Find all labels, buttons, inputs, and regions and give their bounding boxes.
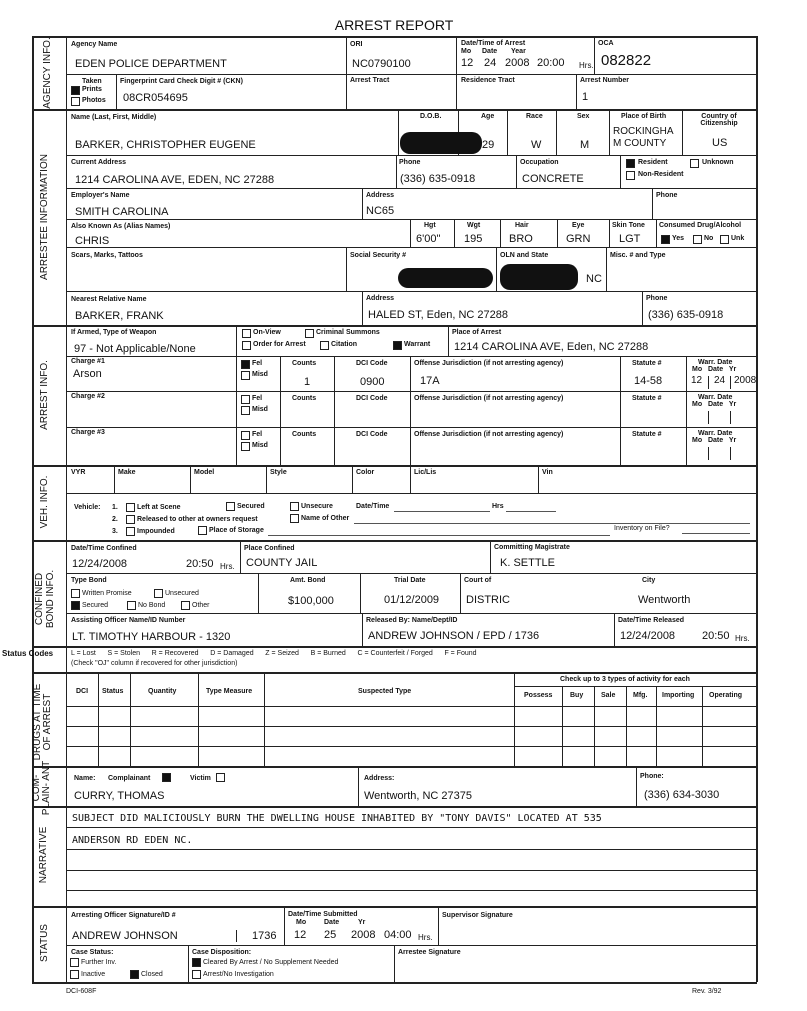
complainant-label: Complainant	[108, 775, 151, 782]
drug-col-quantity: Quantity	[148, 688, 177, 695]
form-title: ARREST REPORT	[334, 17, 454, 33]
arresting-officer: ANDREW JOHNSON	[72, 930, 178, 942]
charge-1-fel-checkbox[interactable]	[241, 360, 250, 369]
closed-checkbox[interactable]	[130, 970, 139, 979]
oca-label: OCA	[598, 40, 614, 47]
arrest-number-label: Arrest Number	[580, 77, 630, 84]
charge-1-mdy-label: Mo Date Yr	[692, 366, 737, 373]
oln-redaction	[500, 264, 578, 290]
charge-1-misd-checkbox[interactable]	[241, 371, 250, 380]
sex-value: M	[580, 139, 590, 151]
model-label: Model	[194, 469, 215, 476]
ckn-label: Fingerprint Card Check Digit # (CKN)	[120, 78, 243, 85]
section-arrest: ARREST INFO.	[39, 360, 50, 430]
drug-col-possess: Possess	[524, 692, 553, 699]
lic-label: Lic/Lis	[414, 469, 437, 476]
place-of-arrest-label: Place of Arrest	[452, 329, 502, 336]
style-label: Style	[270, 469, 287, 476]
cleared-label: Cleared By Arrest / No Supplement Needed	[203, 959, 339, 966]
status-codes-line2: (Check "OJ" column if recovered for other jurisdiction)	[71, 660, 238, 667]
vyr-label: VYR	[71, 469, 86, 476]
make-label: Make	[118, 469, 136, 476]
complainant-name: CURRY, THOMAS	[74, 790, 165, 802]
frame-top	[32, 36, 757, 38]
misc-label: Misc. # and Type	[610, 252, 666, 259]
secured-veh-checkbox[interactable]	[226, 502, 235, 511]
charge-1-dci-label: DCI Code	[356, 360, 388, 367]
section-veh: VEH. INFO.	[39, 475, 50, 529]
sub-date-label: Date	[324, 919, 340, 926]
impounded-checkbox[interactable]	[126, 527, 135, 536]
amt-bond: $100,000	[288, 595, 334, 607]
veh-opt3: 3.	[112, 528, 118, 535]
storage-checkbox[interactable]	[198, 526, 207, 535]
drug-col-status: Status	[102, 688, 124, 695]
eye-label: Eye	[572, 222, 585, 229]
comp-phone-label: Phone:	[640, 773, 664, 780]
submitted-day: 25	[324, 929, 337, 941]
sub-mo-label: Mo	[296, 919, 307, 926]
order-label: Order for Arrest	[253, 341, 306, 348]
complainant-address: Wentworth, NC 27375	[364, 790, 473, 802]
employer-label: Employer's Name	[71, 192, 130, 199]
ssn-redaction	[398, 268, 493, 288]
relative-name: BARKER, FRANK	[75, 310, 164, 322]
charge-1-dci: 0900	[360, 376, 385, 388]
section-agency: AGENCY INFO.	[42, 37, 53, 109]
wgt-label: Wgt	[467, 222, 481, 229]
arrest-day: 24	[484, 57, 497, 69]
race-value: W	[531, 139, 542, 151]
place-confined: COUNTY JAIL	[246, 557, 318, 569]
consumed-no-checkbox[interactable]	[693, 235, 702, 244]
name-other-checkbox[interactable]	[290, 514, 299, 523]
drug-col-type-measure: Type Measure	[206, 688, 253, 695]
consumed-label: Consumed Drug/Alcohol	[659, 222, 742, 229]
unknown-label: Unknown	[702, 159, 734, 166]
charge-3-dci-label: DCI Code	[356, 431, 388, 438]
dob-label: D.O.B.	[420, 113, 442, 120]
place-of-arrest: 1214 CAROLINA AVE, Eden, NC 27288	[454, 341, 649, 353]
nonresident-checkbox[interactable]	[626, 171, 635, 180]
released-hrs: Hrs.	[735, 634, 750, 643]
written-promise-label: Written Promise	[82, 590, 132, 597]
veh-datetime-label: Date/Time	[356, 503, 390, 510]
charge-1-misd-label: Misd	[252, 371, 268, 378]
storage-label: Place of Storage	[209, 527, 264, 534]
unk-label: Unk	[731, 235, 745, 242]
submitted-month: 12	[294, 929, 307, 941]
left-scene-label: Left at Scene	[137, 504, 181, 511]
further-inv-checkbox[interactable]	[70, 958, 79, 967]
no-label: No	[704, 235, 714, 242]
employer-value: SMITH CAROLINA	[75, 206, 169, 218]
phone-label: Phone	[399, 159, 421, 166]
onview-label: On-View	[253, 329, 281, 336]
submitted-label: Date/Time Submitted	[288, 911, 358, 918]
cleared-checkbox[interactable]	[192, 958, 201, 967]
oln-state: NC	[586, 273, 602, 285]
charge-2-fel-label: Fel	[252, 395, 263, 402]
oln-label: OLN and State	[500, 252, 549, 259]
inventory-label: Inventory on File?	[614, 525, 670, 532]
frame-left	[32, 36, 34, 982]
left-scene-checkbox[interactable]	[126, 503, 135, 512]
scars-label: Scars, Marks, Tattoos	[71, 252, 143, 259]
citation-label: Citation	[331, 341, 358, 348]
drugs-check-label: Check up to 3 types of activity for each	[560, 676, 690, 683]
race-label: Race	[526, 113, 543, 120]
charge-2-label: Charge #2	[71, 393, 105, 400]
confined-date-label: Date/Time Confined	[71, 545, 137, 552]
section-narrative: NARRATIVE	[38, 826, 49, 884]
drug-col-importing: Importing	[662, 692, 695, 699]
hair-label: Hair	[515, 222, 529, 229]
nobond-checkbox[interactable]	[127, 601, 136, 610]
unsecure-veh-label: Unsecure	[301, 503, 333, 510]
current-address-label: Current Address	[71, 159, 126, 166]
ori-label: ORI	[350, 41, 363, 48]
charge-2-counts-label: Counts	[292, 395, 317, 402]
charge-2-fel-checkbox[interactable]	[241, 395, 250, 404]
resident-checkbox[interactable]	[626, 159, 635, 168]
trial-date-label: Trial Date	[394, 577, 426, 584]
comp-name-label: Name:	[74, 775, 96, 782]
impounded-label: Impounded	[137, 528, 175, 535]
arrest-number: 1	[582, 91, 589, 103]
charge-1-warr-day: 24	[714, 375, 726, 386]
charge-1-warr-mo: 12	[691, 375, 703, 386]
drug-col-mfg: Mfg.	[633, 692, 648, 699]
court-label: Court of	[464, 577, 492, 584]
charge-2-statute-label: Statute #	[632, 395, 662, 402]
arrest-tract-label: Arrest Tract	[350, 77, 390, 84]
assisting-officer: LT. TIMOTHY HARBOUR - 1320	[72, 631, 231, 643]
summons-checkbox[interactable]	[305, 329, 314, 338]
trial-date: 01/12/2009	[384, 594, 440, 606]
occupation-value: CONCRETE	[522, 173, 584, 185]
name-label: Name (Last, First, Middle)	[71, 114, 157, 121]
warrant-checkbox[interactable]	[393, 341, 402, 350]
drug-col-buy: Buy	[570, 692, 584, 699]
submitted-year: 2008	[351, 929, 376, 941]
yes-label: Yes	[672, 235, 685, 242]
closed-label: Closed	[141, 971, 163, 978]
oca-value: 082822	[601, 52, 652, 69]
eye-value: GRN	[566, 233, 591, 245]
victim-label: Victim	[190, 775, 211, 782]
form-number: DCI-608F	[66, 988, 97, 995]
section-status: STATUS	[39, 924, 50, 962]
charge-1-counts: 1	[304, 376, 311, 388]
charge-1-counts-label: Counts	[292, 360, 317, 367]
photos-checkbox[interactable]	[71, 97, 80, 106]
released-time: 20:50	[702, 630, 730, 642]
narrative-line2: ANDERSON RD EDEN NC.	[72, 835, 193, 846]
color-label: Color	[356, 469, 375, 476]
released-date-label: Date/Time Released	[618, 617, 685, 624]
name-other-label: Name of Other	[301, 515, 350, 522]
employer-address-label: Address	[366, 192, 395, 199]
inactive-checkbox[interactable]	[70, 970, 79, 979]
place-confined-label: Place Confined	[244, 545, 295, 552]
relative-phone: (336) 635-0918	[648, 309, 724, 321]
age-value: 29	[482, 139, 495, 151]
unsecured-label: Unsecured	[165, 590, 199, 597]
mo-label: Mo	[461, 48, 472, 55]
other-bond-checkbox[interactable]	[181, 601, 190, 610]
consumed-unk-checkbox[interactable]	[720, 235, 729, 244]
submitted-time: 04:00	[384, 929, 412, 941]
unsecured-checkbox[interactable]	[154, 589, 163, 598]
citation-checkbox[interactable]	[320, 341, 329, 350]
section-status-codes: Status Codes	[2, 649, 54, 658]
arresting-officer-id: 1736	[252, 930, 277, 942]
hgt-value: 6'00"	[416, 233, 441, 245]
submitted-hrs: Hrs.	[418, 933, 433, 942]
charge-3-statute-label: Statute #	[632, 431, 662, 438]
photos-label: Photos	[82, 97, 106, 104]
disposition-label: Case Disposition:	[192, 949, 252, 956]
warrant-label: Warrant	[404, 341, 431, 348]
charge-1-statute-label: Statute #	[632, 360, 662, 367]
unknown-checkbox[interactable]	[690, 159, 699, 168]
ckn-value: 08CR054695	[123, 92, 188, 104]
charge-2-mdy-label: Mo Date Yr	[692, 401, 737, 408]
occupation-label: Occupation	[520, 159, 559, 166]
secured-bond-checkbox[interactable]	[71, 601, 80, 610]
inactive-label: Inactive	[81, 971, 106, 978]
unsecure-veh-checkbox[interactable]	[290, 502, 299, 511]
vin-label: Vin	[542, 469, 553, 476]
arrestee-signature-label: Arrestee Signature	[398, 949, 461, 956]
charge-3-misd-checkbox[interactable]	[241, 442, 250, 451]
relative-address: HALED ST, Eden, NC 27288	[368, 309, 509, 321]
charge-2-juris-label: Offense Jurisdiction (if not arresting agency)	[414, 395, 564, 402]
charge-3-mdy-label: Mo Date Yr	[692, 437, 737, 444]
citizenship-label: Country of Citizenship	[700, 113, 738, 127]
further-inv-label: Further Inv.	[81, 959, 117, 966]
released-by-label: Released By: Name/Dept/ID	[366, 617, 458, 624]
pob-label: Place of Birth	[621, 113, 667, 120]
drug-col-operating: Operating	[709, 692, 743, 699]
frame-right	[756, 36, 758, 982]
released-owner-checkbox[interactable]	[126, 515, 135, 524]
charge-3-warr-label: Warr. Date	[698, 430, 733, 437]
year-label: Year	[511, 48, 526, 55]
veh-hrs-label: Hrs	[492, 503, 504, 510]
prints-label: Prints	[82, 86, 102, 93]
veh-opt1: 1.	[112, 504, 118, 511]
phone-value: (336) 635-0918	[400, 173, 476, 185]
court-value: DISTRIC	[466, 594, 510, 606]
city-label: City	[642, 577, 656, 584]
arrest-datetime-label: Date/Time of Arrest	[461, 40, 526, 47]
drug-col-dci: DCI	[76, 688, 89, 695]
comp-address-label: Address:	[364, 775, 395, 782]
relative-label: Nearest Relative Name	[71, 296, 147, 303]
released-owner-label: Released to other at owners request	[137, 516, 258, 523]
employer-address: NC65	[366, 205, 395, 217]
arrestee-name: BARKER, CHRISTOPHER EUGENE	[75, 139, 256, 151]
magistrate: K. SETTLE	[500, 557, 556, 569]
consumed-yes-checkbox[interactable]	[661, 235, 670, 244]
arresting-officer-label: Arresting Officer Signature/ID #	[71, 912, 176, 919]
revision: Rev. 3/92	[692, 988, 722, 995]
nobond-label: No Bond	[138, 602, 166, 609]
confined-date: 12/24/2008	[72, 558, 128, 570]
charge-1-warr-label: Warr. Date	[698, 359, 733, 366]
section-confined: CONFINED BOND INFO.	[34, 569, 56, 629]
written-promise-checkbox[interactable]	[71, 589, 80, 598]
charge-3-fel-checkbox[interactable]	[241, 431, 250, 440]
agency-name-label: Agency Name	[71, 41, 118, 48]
citizenship-value: US	[712, 137, 728, 149]
narrative-line1: SUBJECT DID MALICIOUSLY BURN THE DWELLING HOUSE INHABITED BY "TONY DAVIS" LOCATED AT 535	[72, 813, 602, 824]
taken-label: Taken	[82, 78, 102, 85]
charge-1-statute: 14-58	[634, 375, 663, 387]
drug-col-sale: Sale	[601, 692, 616, 699]
dob-redaction	[400, 132, 482, 154]
section-divider	[66, 36, 67, 982]
sub-yr-label: Yr	[358, 919, 366, 926]
summons-label: Criminal Summons	[316, 329, 380, 336]
assisting-label: Assisting Officer Name/ID Number	[71, 617, 186, 624]
arrest-time: 20:00	[537, 57, 565, 69]
amt-bond-label: Amt. Bond	[290, 577, 326, 584]
charge-2-dci-label: DCI Code	[356, 395, 388, 402]
noinv-label: Arrest/No Investigation	[203, 971, 274, 978]
arrest-month: 12	[461, 57, 474, 69]
current-address: 1214 CAROLINA AVE, EDEN, NC 27288	[75, 174, 275, 186]
city-value: Wentworth	[638, 594, 691, 606]
ssn-label: Social Security #	[350, 252, 407, 259]
supervisor-label: Supervisor Signature	[442, 912, 513, 919]
confined-hrs: Hrs.	[220, 562, 235, 571]
noinv-checkbox[interactable]	[192, 970, 201, 979]
aka-value: CHRIS	[75, 235, 110, 247]
skin-value: LGT	[619, 233, 641, 245]
prints-checkbox[interactable]	[71, 86, 80, 95]
onview-checkbox[interactable]	[242, 329, 251, 338]
confined-time: 20:50	[186, 558, 214, 570]
complainant-phone: (336) 634-3030	[644, 789, 720, 801]
status-codes-line1: L = Lost S = Stolen R = Recovered D = Damaged Z = Seized B = Burned C = Counterfeit / Forged F = Found	[71, 650, 477, 657]
veh-opt2: 2.	[112, 516, 118, 523]
other-bond-label: Other	[192, 602, 210, 609]
sex-label: Sex	[577, 113, 590, 120]
employer-phone-label: Phone	[656, 192, 678, 199]
residence-tract-label: Residence Tract	[461, 77, 515, 84]
charge-1-label: Charge #1	[71, 358, 105, 365]
date-label: Date	[482, 48, 498, 55]
charge-3-fel-label: Fel	[252, 431, 263, 438]
drug-col-suspected-type: Suspected Type	[358, 688, 412, 695]
aka-label: Also Known As (Alias Names)	[71, 223, 171, 230]
magistrate-label: Committing Magistrate	[494, 544, 570, 551]
released-date: 12/24/2008	[620, 630, 676, 642]
section-drugs: DRUGS AT TIME OF ARREST	[32, 683, 53, 761]
pob-line1: ROCKINGHA	[613, 126, 674, 137]
secured-veh-label: Secured	[237, 503, 265, 510]
vehicle-label: Vehicle:	[74, 504, 101, 511]
charge-3-counts-label: Counts	[292, 431, 317, 438]
section-complainant: COM- PLAIN- ANT	[31, 760, 52, 816]
charge-2-misd-label: Misd	[252, 406, 268, 413]
type-bond-label: Type Bond	[71, 577, 107, 584]
hrs-label: Hrs.	[579, 61, 594, 70]
released-by: ANDREW JOHNSON / EPD / 1736	[368, 630, 540, 642]
charge-1-juris: 17A	[420, 375, 440, 387]
relative-phone-label: Phone	[646, 295, 668, 302]
hgt-label: Hgt	[424, 222, 436, 229]
frame-bottom	[32, 982, 757, 984]
charge-3-label: Charge #3	[71, 429, 105, 436]
agency-name: EDEN POLICE DEPARTMENT	[75, 58, 227, 70]
weapon-value: 97 - Not Applicable/None	[74, 343, 196, 355]
age-label: Age	[481, 113, 495, 120]
order-checkbox[interactable]	[242, 341, 251, 350]
relative-address-label: Address	[366, 295, 395, 302]
weapon-label: If Armed, Type of Weapon	[71, 329, 157, 336]
charge-1-text: Arson	[73, 368, 102, 380]
charge-2-warr-label: Warr. Date	[698, 394, 733, 401]
hair-value: BRO	[509, 233, 533, 245]
charge-3-misd-label: Misd	[252, 442, 268, 449]
section-arrestee: ARRESTEE INFORMATION	[39, 154, 50, 280]
charge-1-juris-label: Offense Jurisdiction (if not arresting agency)	[414, 360, 564, 367]
charge-3-juris-label: Offense Jurisdiction (if not arresting agency)	[414, 431, 564, 438]
case-status-label: Case Status:	[71, 949, 114, 956]
charge-1-fel-label: Fel	[252, 360, 263, 367]
charge-2-misd-checkbox[interactable]	[241, 406, 250, 415]
nonresident-label: Non-Resident	[638, 171, 684, 178]
victim-checkbox[interactable]	[216, 773, 225, 782]
wgt-value: 195	[464, 233, 483, 245]
resident-label: Resident	[638, 159, 668, 166]
ori-value: NC0790100	[352, 58, 411, 70]
arrest-year: 2008	[505, 57, 530, 69]
complainant-checkbox[interactable]	[162, 773, 171, 782]
pob-line2: M COUNTY	[613, 138, 667, 149]
skin-label: Skin Tone	[612, 222, 645, 229]
secured-bond-label: Secured	[82, 602, 109, 609]
charge-1-warr-yr: 2008	[734, 375, 757, 386]
